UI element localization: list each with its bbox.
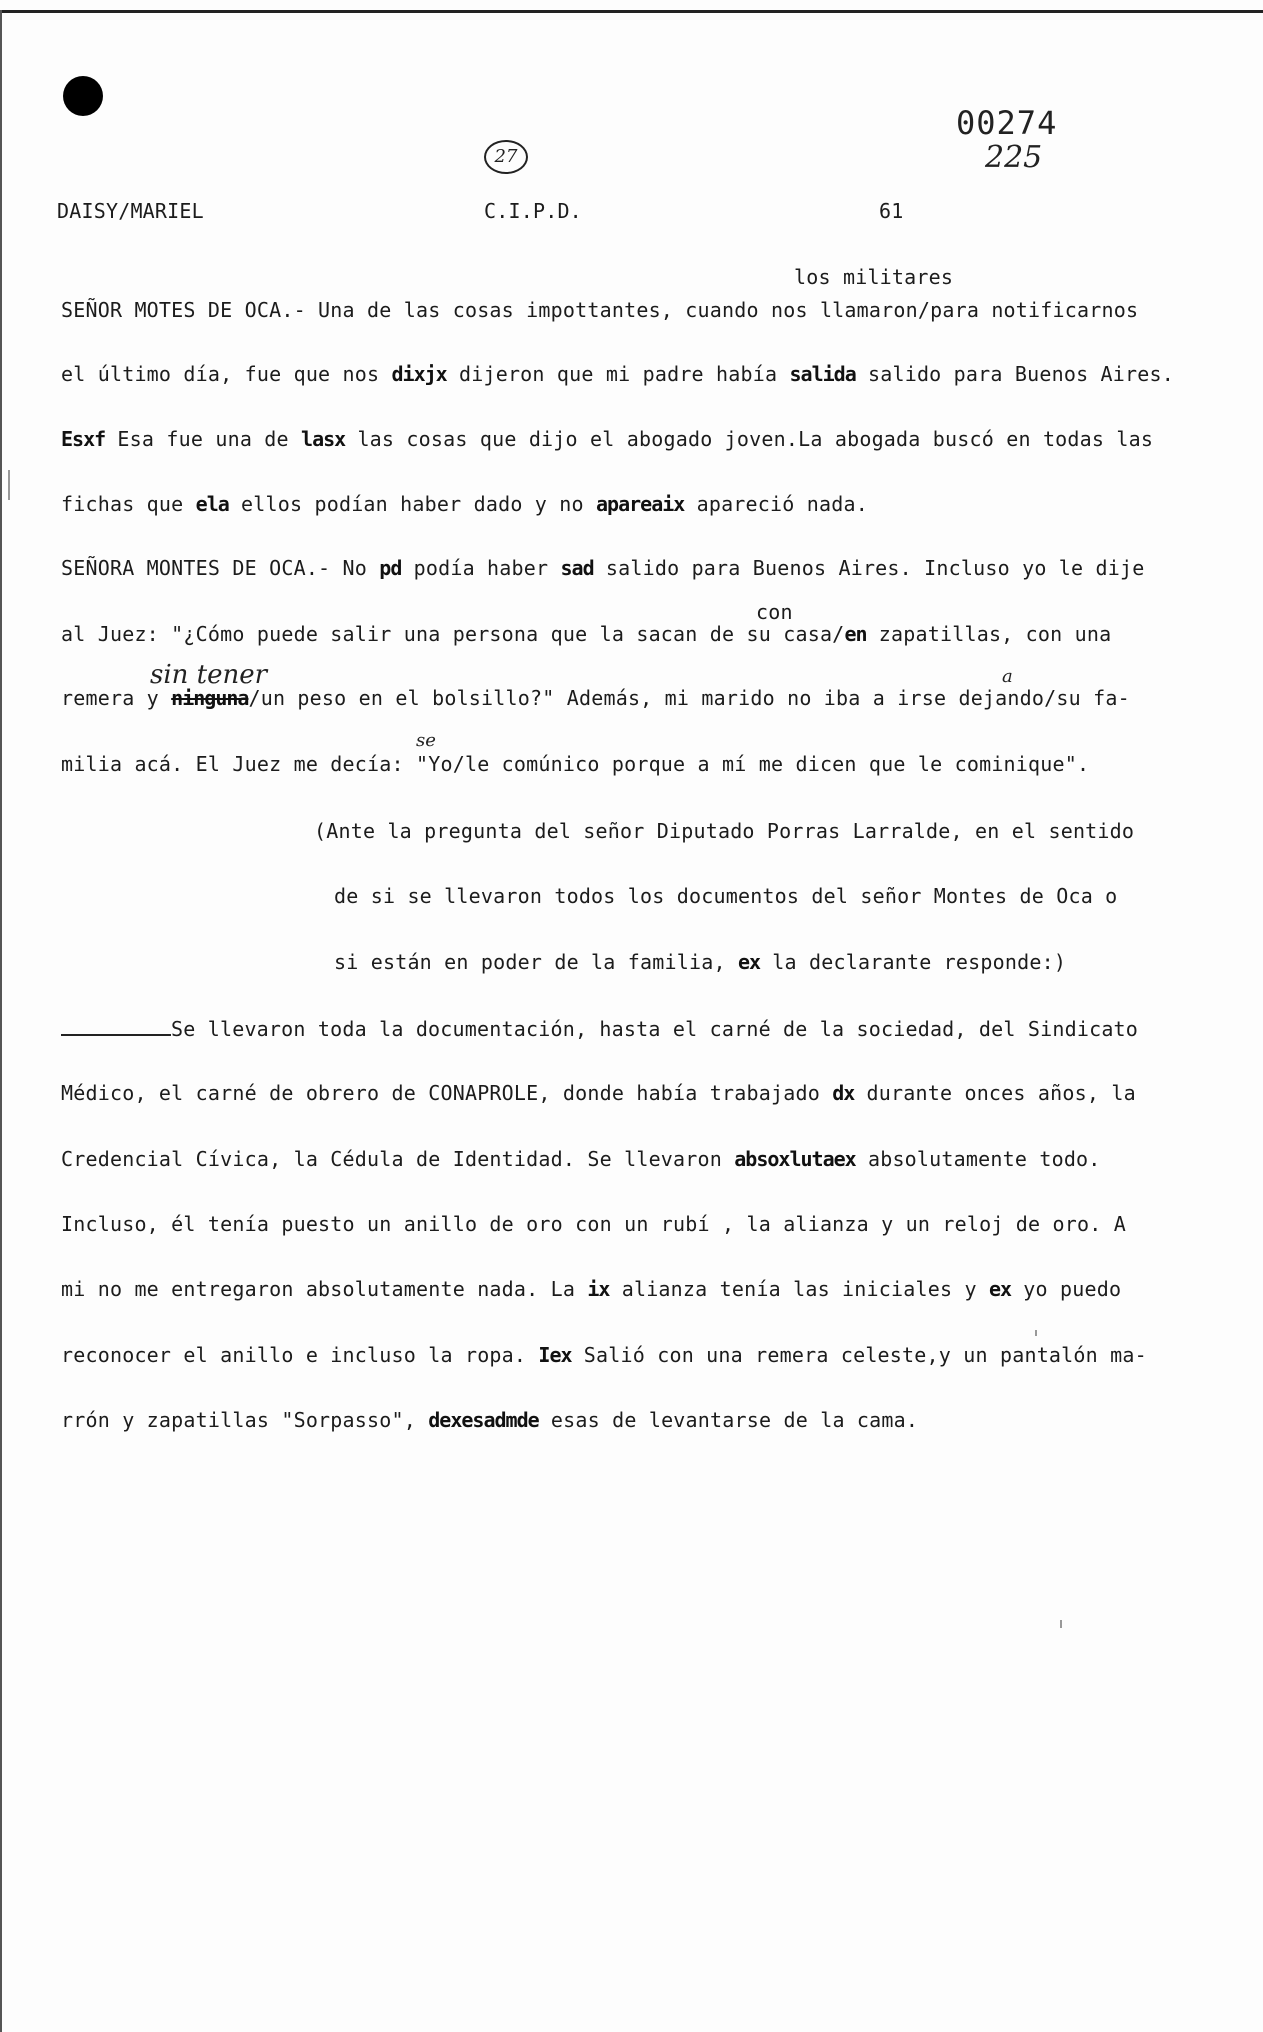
struck-text: ela [195,492,229,516]
text-line [61,556,1145,580]
handwritten-insertion: a [1002,666,1013,687]
header-page-number: 61 [879,199,904,223]
struck-text: dixjx [391,362,447,386]
text-segment: durante onces años, la [854,1081,1136,1105]
text-segment: si están en poder de la familia, [334,950,738,974]
struck-text: pd [379,556,402,580]
text-line: SEÑOR MOTES DE OCA.- Una de las cosas impottantes, cuando nos llamaron/para notificarnos [61,298,1139,322]
blank-rule [61,1016,171,1036]
text-segment: alianza tenía las iniciales y [609,1277,989,1301]
text-line: (Ante la pregunta del señor Diputado Porras Larralde, en el sentido [314,819,1135,843]
text-segment: Se llevaron toda la documentación, hasta el carné de la sociedad, del Sindicato [171,1017,1139,1041]
text-segment: las cosas que dijo el abogado joven.La abogada buscó en todas las [345,427,1154,451]
text-segment: reconocer el anillo e incluso la ropa. [61,1343,539,1367]
text-segment: Salió con una remera celeste,y un pantalón ma- [571,1343,1147,1367]
struck-text: salida [789,362,856,386]
handwritten-insertion: se [416,730,436,751]
text-segment: salido para Buenos Aires. [855,362,1175,386]
insertion-text: con [756,600,793,624]
text-segment: /un peso en el bolsillo?" Además, mi marido no iba a irse dejando/su fa- [248,686,1130,710]
text-segment: esas de levantarse de la cama. [538,1408,919,1432]
text-line [61,1147,1101,1171]
text-segment: ellos podían haber dado y no [228,492,597,516]
text-segment: podía haber [401,556,561,580]
text-line: de si se llevaron todos los documentos del señor Montes de Oca o [334,884,1118,908]
text-segment: dijeron que mi padre había [446,362,790,386]
circled-number: 27 [484,140,528,174]
text-segment: apareció nada. [684,492,868,516]
text-line [61,1408,918,1432]
text-line [61,1081,1136,1105]
text-line [61,362,1174,386]
header-code: DAISY/MARIEL [57,199,204,223]
text-line [61,492,868,516]
header-center: C.I.P.D. [484,199,582,223]
text-segment: remera y [61,686,172,710]
stamp-number: 00274 [956,104,1058,142]
text-line [334,950,1066,974]
punch-hole [63,76,103,116]
insertion-text: los militares [794,265,954,289]
struck-text: Iex [538,1343,572,1367]
scan-speck [1035,1330,1037,1336]
scan-speck [1060,1620,1062,1628]
struck-text: absoxlutaex [734,1147,856,1171]
struck-text: ex [737,950,761,974]
text-line: Incluso, él tenía puesto un anillo de oro con un rubí , la alianza y un reloj de oro. A [61,1212,1126,1236]
top-border [0,10,1263,13]
text-line [61,1277,1121,1301]
struck-text: dexesadmde [428,1408,539,1432]
struck-text: sad [560,556,594,580]
struck-text: lasx [301,427,346,451]
struck-text: Esxf [61,427,106,451]
text-segment: el último día, fue que nos [61,362,392,386]
struck-text: ex [988,1277,1012,1301]
struck-text: ix [587,1277,610,1301]
text-segment: mi no me entregaron absolutamente nada. La [61,1277,588,1301]
struck-text: dx [832,1081,855,1105]
text-segment: rrón y zapatillas "Sorpasso", [61,1408,429,1432]
text-line [61,622,1111,646]
left-border [0,10,2,2032]
text-segment: al Juez: "¿Cómo puede salir una persona que la sacan de su casa/ [61,622,845,646]
struck-text: apareaix [596,492,685,516]
text-segment: Credencial Cívica, la Cédula de Identidad. Se llevaron [61,1147,735,1171]
text-segment: yo puedo [1011,1277,1122,1301]
text-line [61,1016,1138,1041]
text-segment: Médico, el carné de obrero de CONAPROLE, donde había trabajado [61,1081,833,1105]
text-segment: zapatillas, con una [866,622,1112,646]
text-segment: salido para Buenos Aires. Incluso yo le dije [593,556,1145,580]
text-line [61,427,1153,451]
struck-text: en [844,622,867,646]
text-segment: Esa fue una de [105,427,302,451]
text-segment: absolutamente todo. [855,1147,1101,1171]
text-segment: SEÑORA MONTES DE OCA.- No [61,556,380,580]
text-segment: fichas que [61,492,196,516]
handwritten-page-number: 225 [985,140,1043,175]
text-segment: la declarante responde:) [760,950,1067,974]
text-line: milia acá. El Juez me decía: "Yo/le comúnico porque a mí me dicen que le cominique". [61,752,1090,776]
scan-speck [8,470,10,500]
handwritten-insertion: sin tener [150,660,268,690]
struck-text: ninguna [171,686,249,710]
text-line [61,1343,1147,1367]
text-line [61,686,1130,710]
